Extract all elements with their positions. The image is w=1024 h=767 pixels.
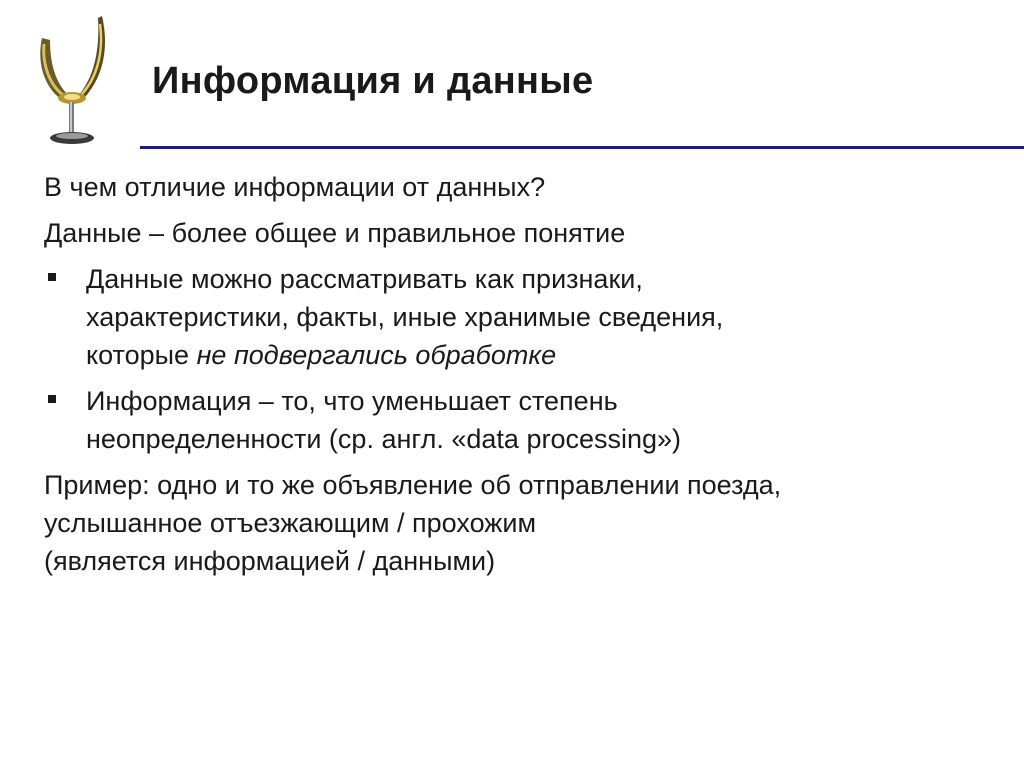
emphasized-phrase: не подвергались обработке [196, 340, 557, 370]
example-line: услышанное отъезжающим / прохожим [44, 508, 537, 538]
bullet-line: характеристики, факты, иные хранимые сведения, [86, 302, 724, 332]
example-line: (является информацией / данными) [44, 546, 496, 576]
bullet-line: Данные можно рассматривать как признаки, [86, 264, 643, 294]
example-text [44, 466, 1004, 580]
bullet-line-last [86, 336, 1004, 374]
bullet-line-prefix: которые [86, 340, 197, 370]
bullet-line: Информация – то, что уменьшает степень [86, 386, 618, 416]
title-underline [140, 146, 1024, 149]
example-line: Пример: одно и то же объявление об отправлении поезда, [44, 470, 782, 500]
square-bullet-icon [48, 395, 56, 403]
question-text: В чем отличие информации от данных? [44, 172, 546, 202]
slide-title: Информация и данные [152, 60, 594, 102]
bullet-item-information [44, 382, 1004, 458]
bullet-item-data [44, 260, 1004, 374]
slide-body [44, 168, 1004, 588]
statement-text: Данные – более общее и правильное понятие [44, 218, 626, 248]
bullet-line: неопределенности (ср. англ. «data processing») [86, 424, 682, 454]
goblet-logo-icon [28, 10, 128, 150]
square-bullet-icon [48, 273, 56, 281]
